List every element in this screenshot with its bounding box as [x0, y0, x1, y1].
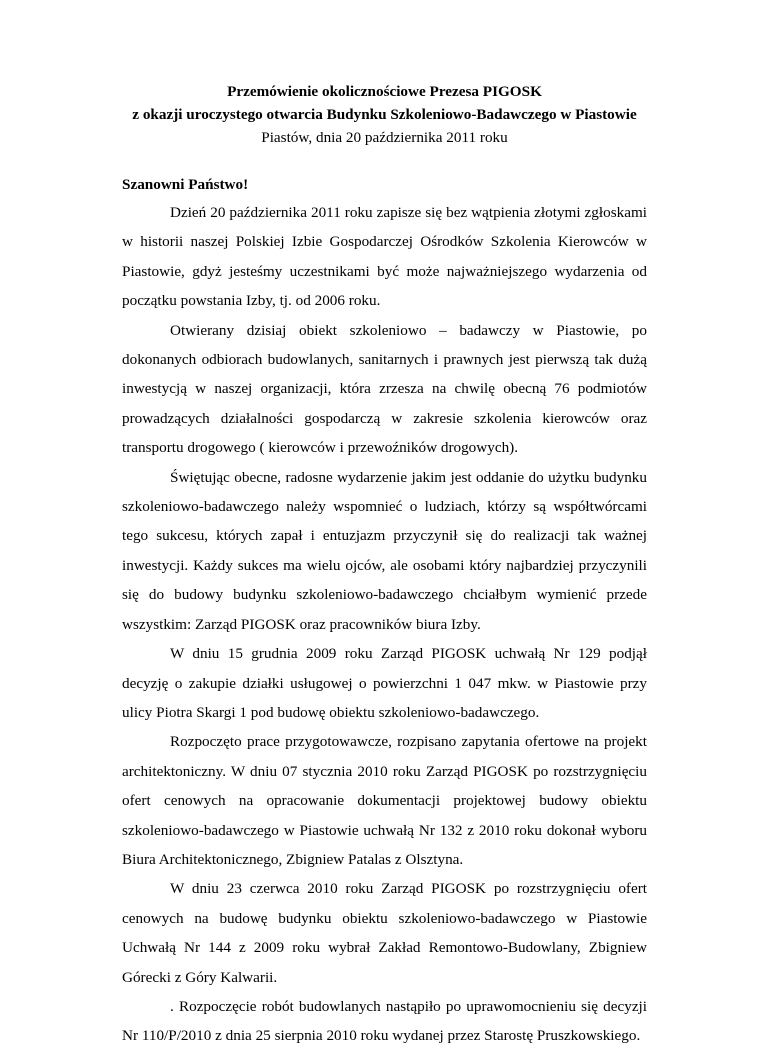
document-body: [122, 198, 647, 1051]
paragraph-1: Dzień 20 października 2011 roku zapisze się bez wątpienia złotymi zgłoskami w historii naszej Polskiej Izbie Gospodarczej Ośrodków Szkolenia Kierowców w Piastowie, gdyż jesteśmy uczestnikami być może najważniejszego wydarzenia od początku powstania Izby, tj. od 2006 roku.: [122, 204, 647, 310]
document-date-line: Piastów, dnia 20 października 2011 roku: [261, 129, 508, 146]
document-title-line-2: z okazji uroczystego otwarcia Budynku Szkoleniowo-Badawczego w Piastowie: [132, 106, 637, 123]
paragraph-3: Świętując obecne, radosne wydarzenie jakim jest oddanie do użytku budynku szkoleniowo-badawczego należy wspomnieć o ludziach, którzy są współtwórcami tego sukcesu, których zapał i entuzjazm przyczynił się do realizacji tak ważnej inwestycji. Każdy sukces ma wielu ojców, ale osobami który najbardziej przyczynili się do budowy budynku szkoleniowo-badawczego chciałbym wymienić przede wszystkim: Zarząd PIGOSK oraz pracowników biura Izby.: [122, 468, 647, 633]
document-heading: [122, 80, 647, 149]
paragraph-4: W dniu 15 grudnia 2009 roku Zarząd PIGOSK uchwałą Nr 129 podjął decyzję o zakupie działki usługowej o powierzchni 1 047 mkw. w Piastowie przy ulicy Piotra Skargi 1 pod budowę obiektu szkoleniowo-badawczego.: [122, 645, 647, 721]
paragraph-5: Rozpoczęto prace przygotowawcze, rozpisano zapytania ofertowe na projekt architektoniczny. W dniu 07 stycznia 2010 roku Zarząd PIGOSK po rozstrzygnięciu ofert cenowych na opracowanie dokumentacji projektowej budowy obiektu szkoleniowo-badawczego w Piastowie uchwałą Nr 132 z 2010 roku dokonał wyboru Biura Architektonicznego, Zbigniew Patalas z Olsztyna.: [122, 733, 647, 868]
salutation: Szanowni Państwo!: [122, 176, 249, 193]
paragraph-7: . Rozpoczęcie robót budowlanych nastąpiło po uprawomocnieniu się decyzji Nr 110/P/2010 z dnia 25 sierpnia 2010 roku wydanej przez Starostę Pruszkowskiego.: [122, 997, 647, 1045]
document-title-line-1: Przemówienie okolicznościowe Prezesa PIGOSK: [227, 83, 542, 100]
paragraph-2: Otwierany dzisiaj obiekt szkoleniowo – badawczy w Piastowie, po dokonanych odbiorach budowlanych, sanitarnych i prawnych jest pierwszą tak dużą inwestycją w naszej organizacji, która zrzesza na chwilę obecną 76 podmiotów prowadzących działalności gospodarczą w zakresie szkolenia kierowców oraz transportu drogowego ( kierowców i przewoźników drogowych).: [122, 321, 647, 457]
paragraph-6: W dniu 23 czerwca 2010 roku Zarząd PIGOSK po rozstrzygnięciu ofert cenowych na budowę budynku obiektu szkoleniowo-badawczego w Piastowie Uchwałą Nr 144 z 2009 roku wybrał Zakład Remontowo-Budowlany, Zbigniew Górecki z Góry Kalwarii.: [122, 880, 647, 986]
